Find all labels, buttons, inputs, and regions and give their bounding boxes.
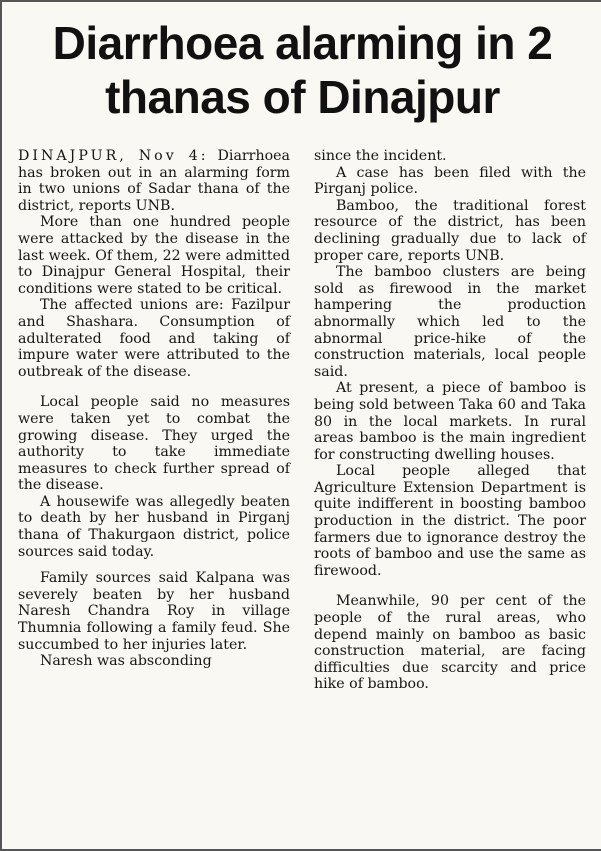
left-paragraph-7: Naresh was absconding [40,653,212,670]
left-paragraph-1 [18,148,290,214]
left-paragraph-3: The affected unions are: Fazilpur and Shashara. Consumption of adulterated food and taking of impure water were attributed to the outbreak of the disease. [18,297,290,380]
right-paragraph-2: A case has been filed with the Pirganj police. [314,164,586,198]
left-paragraph-6: Family sources said Kalpana was severely beaten by her husband Naresh Chandra Roy in village Thumnia following a family feud. She succumbed to her injuries later. [18,570,290,653]
right-paragraph-1: since the incident. [314,148,447,164]
dateline: DINAJPUR, Nov 4: [18,148,209,164]
right-paragraph-6: Local people alleged that Agriculture Extension Department is quite indifferent in boosting bamboo production in the district. The poor farmers due to ignorance destroy the roots of bamboo and use the same as firewood. [314,463,586,579]
headline-line-1: Diarrhoea alarming in 2 [52,17,553,69]
right-paragraph-5: At present, a piece of bamboo is being sold between Taka 60 and Taka 80 in the local markets. In rural areas bamboo is the main ingredient for constructing dwelling houses. [314,380,586,463]
left-paragraph-1-text: Diarrhoea has broken out in an alarming form in two unions of Sadar thana of the district, reports UNB. [18,148,290,214]
left-column [18,148,290,670]
headline [2,16,601,124]
left-paragraph-5: A housewife was allegedly beaten to death by her husband in Pirganj thana of Thakurgaon district, police sources said today. [18,493,290,560]
headline-line-2: thanas of Dinajpur [105,71,500,123]
left-paragraph-2: More than one hundred people were attacked by the disease in the last week. Of them, 22 were admitted to Dinajpur General Hospital, their conditions were stated to be critical. [18,214,290,297]
right-column [314,148,586,693]
right-paragraph-3: Bamboo, the traditional forest resource of the district, has been declining gradually due to lack of proper care, reports UNB. [314,197,586,264]
left-paragraph-4: Local people said no measures were taken yet to combat the growing disease. They urged the authority to take immediate measures to check further spread of the disease. [18,394,290,494]
right-paragraph-7: Meanwhile, 90 per cent of the people of the rural areas, who depend mainly on bamboo as basic construction material, are facing difficulties due scarcity and price hike of bamboo. [314,593,586,693]
right-paragraph-4: The bamboo clusters are being sold as firewood in the market hampering the production abnormally which led to the abnormal price-hike of the construction materials, local people said. [314,264,586,380]
